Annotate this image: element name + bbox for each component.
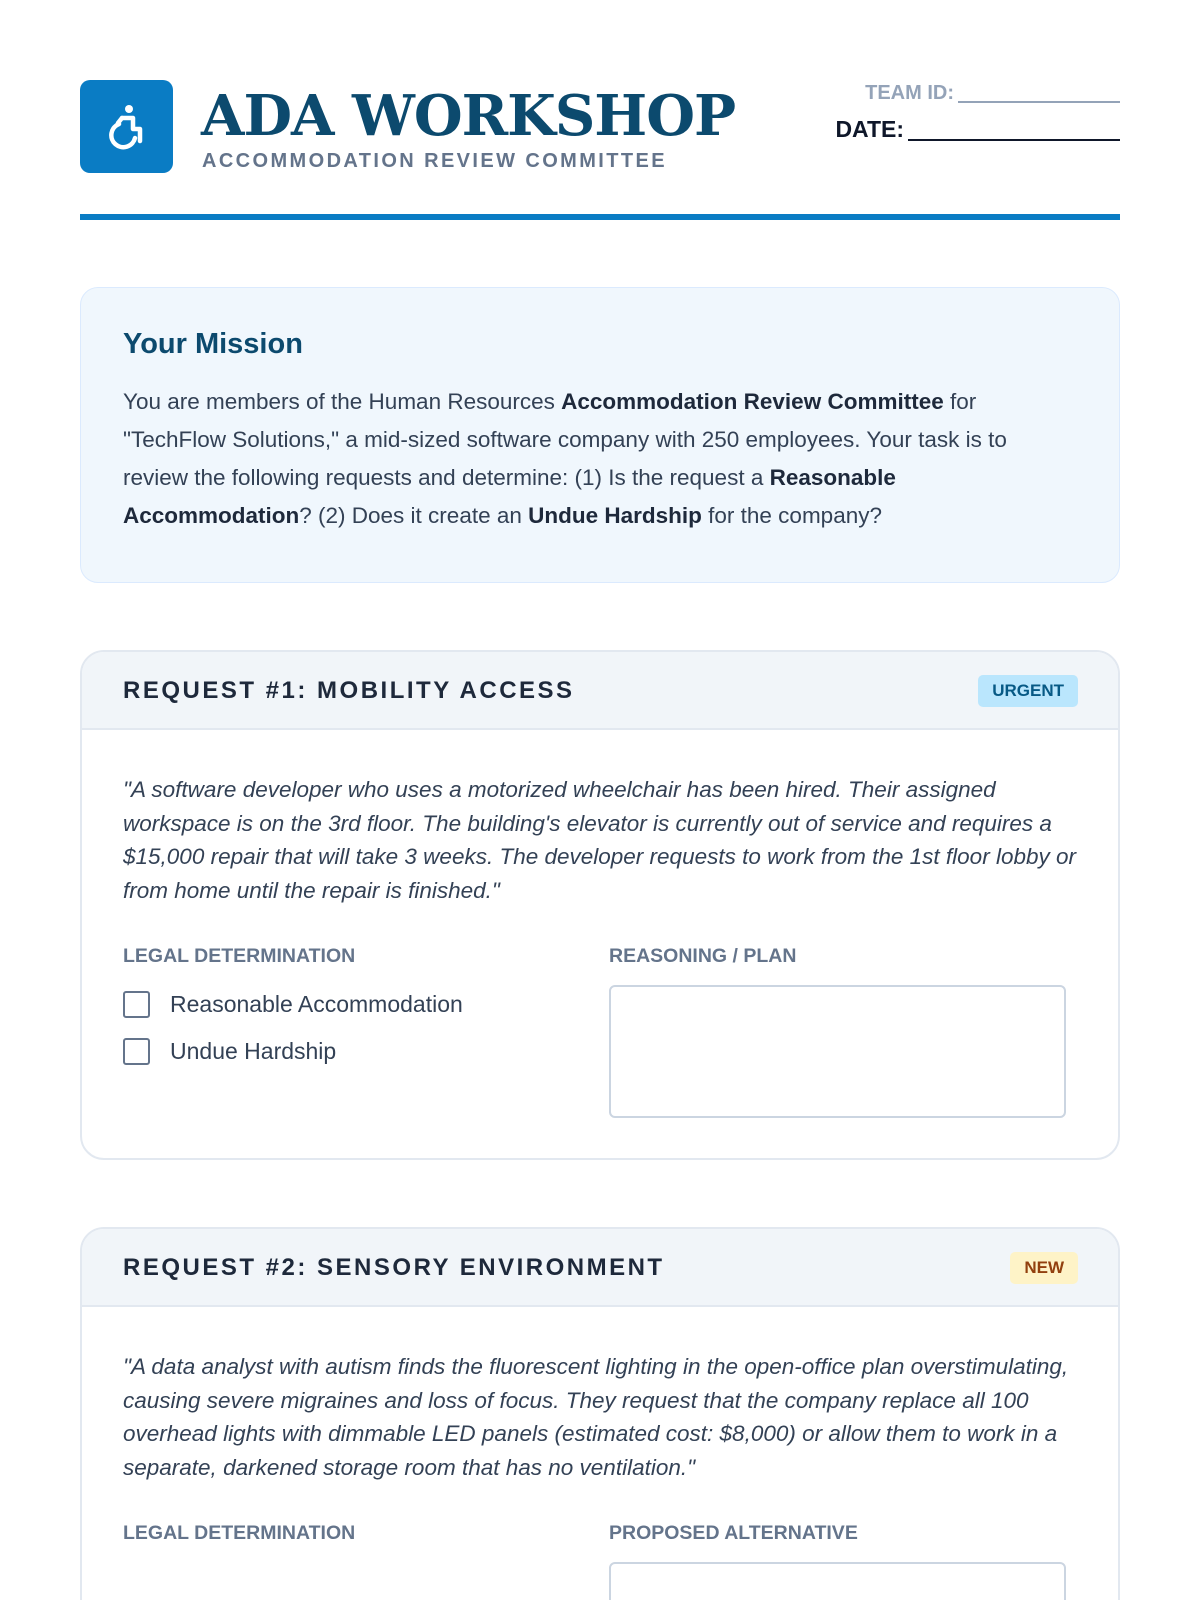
mission-box <box>80 287 1120 583</box>
reasoning-textarea[interactable] <box>609 985 1066 1118</box>
date-field[interactable] <box>835 116 1120 143</box>
team-id-field[interactable] <box>865 82 1120 105</box>
request-card-1 <box>80 650 1120 1160</box>
reasoning-label: REASONING / PLAN <box>609 945 797 967</box>
request-title: REQUEST #1: MOBILITY ACCESS <box>123 677 575 704</box>
checkbox-label: Reasonable Accommodation <box>170 991 463 1017</box>
mission-text: You are members of the Human Resources Accommodation Review Committee for "TechFlow Solutions," a mid-sized software company with 250 employees. Your task is to review the following requests and determine: (1) Is the request a Reasonable Accommodation? (2) Does it create an Undue Hardship for the company? <box>123 389 1007 528</box>
request-header <box>82 652 1118 730</box>
request-description: "A software developer who uses a motorized wheelchair has been hired. Their assigned workspace is on the 3rd floor. The building's elevator is currently out of service and requires a $15,000 repair that will take 3 weeks. The developer requests to work from the 1st floor lobby or from home until the repair is finished." <box>123 777 1076 903</box>
mission-heading: Your Mission <box>123 328 303 360</box>
date-label: DATE: <box>835 116 904 142</box>
status-badge: URGENT <box>978 675 1078 707</box>
proposed-alternative-label: PROPOSED ALTERNATIVE <box>609 1522 858 1544</box>
legal-determination-label: LEGAL DETERMINATION <box>123 945 356 967</box>
status-badge: NEW <box>1010 1252 1078 1284</box>
team-id-label: TEAM ID: <box>865 82 954 104</box>
request-header <box>82 1229 1118 1307</box>
header-divider <box>80 214 1120 220</box>
date-blank[interactable] <box>908 121 1120 141</box>
request-card-2 <box>80 1227 1120 1600</box>
page-title: ADA WORKSHOP <box>201 83 736 149</box>
request-description: "A data analyst with autism finds the fluorescent lighting in the open-office plan overstimulating, causing severe migraines and loss of focus. They request that the company replace all 100 overhead lights with dimmable LED panels (estimated cost: $8,000) or allow them to work in a separate, darkened storage room that has no ventilation." <box>123 1354 1069 1480</box>
reasonable-accommodation-checkbox[interactable] <box>123 991 150 1018</box>
proposed-alternative-textarea[interactable] <box>609 1562 1066 1600</box>
checkbox-label: Undue Hardship <box>170 1038 337 1064</box>
legal-determination-label: LEGAL DETERMINATION <box>123 1522 356 1544</box>
worksheet-header <box>80 80 1120 220</box>
logo <box>80 80 173 173</box>
wheelchair-icon <box>102 102 152 152</box>
undue-hardship-checkbox[interactable] <box>123 1038 150 1065</box>
undue-hardship-option[interactable] <box>123 1038 336 1065</box>
request-title: REQUEST #2: SENSORY ENVIRONMENT <box>123 1254 665 1281</box>
page-subtitle: ACCOMMODATION REVIEW COMMITTEE <box>202 150 667 172</box>
team-id-blank[interactable] <box>958 85 1120 103</box>
reasonable-accommodation-option[interactable] <box>123 991 463 1018</box>
